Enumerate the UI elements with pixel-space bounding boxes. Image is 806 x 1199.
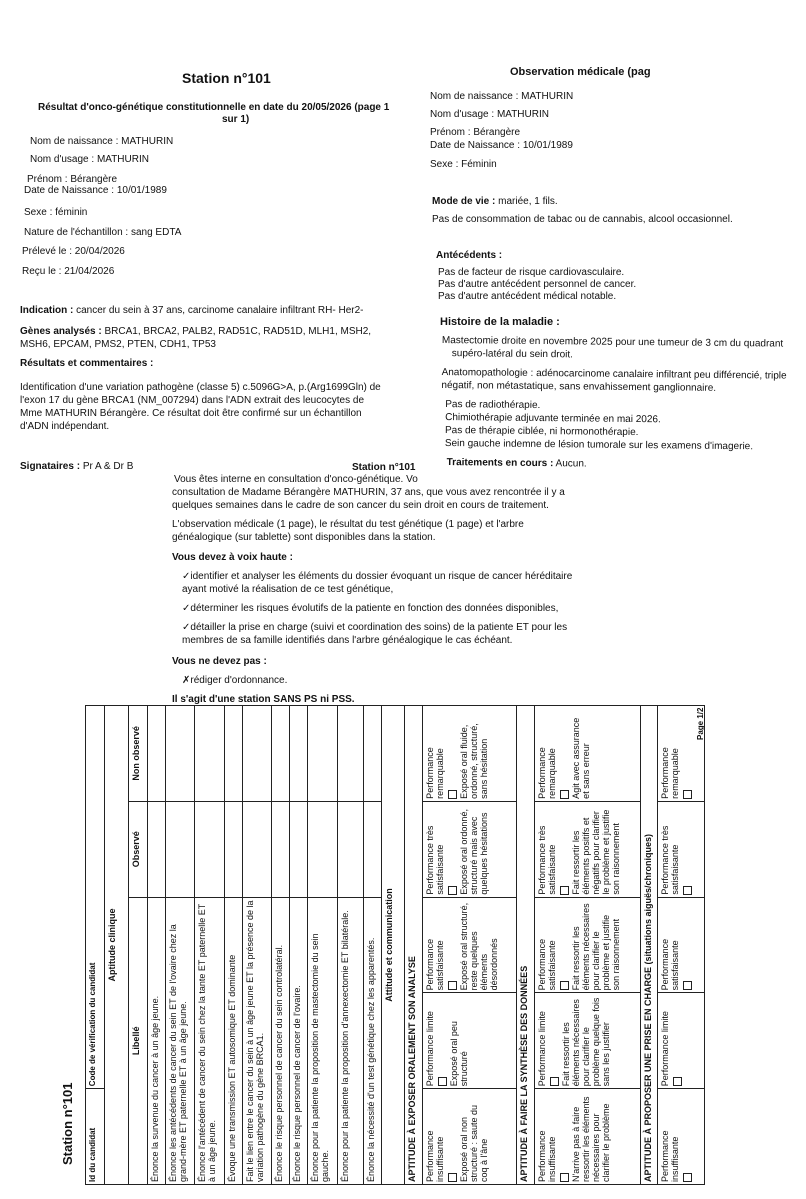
- sec2-limite-d: Fait ressortir les éléments nécessaires pour clarifier le problème quelque fois sans les justifier: [560, 997, 611, 1087]
- results-line3: Mme MATHURIN Bérangère. Ce résultat doit être confirmé sur un échantillon: [20, 408, 362, 419]
- result-dob: Date de Naissance : 10/01/1989: [24, 185, 167, 196]
- result-recu: Reçu le : 21/04/2026: [22, 266, 115, 277]
- indication-line: [20, 304, 363, 317]
- sec1-remarquable-h: Performance remarquable: [425, 747, 446, 799]
- sec3-satisfaisante-cell[interactable]: [658, 897, 705, 993]
- non-observe-cell[interactable]: [308, 706, 338, 802]
- aptitude-clinique-title: Aptitude clinique: [105, 706, 129, 1185]
- sec1-tres-satisfaisante-d: Exposé oral ordonné, structuré mais avec quelques hésitations: [459, 809, 490, 895]
- item-row: Énonce les antécédents de cancer du sein ET de l'ovaire chez la grand-mère ET paternelle ET à un âge jeune.: [165, 897, 195, 1184]
- obs-mode-line: [432, 195, 558, 208]
- checkbox[interactable]: [683, 981, 692, 990]
- sec2-remarquable-d: Agit avec assurance et sans erreur: [570, 717, 591, 799]
- consigne-b3-text: détailler la prise en charge (suivi et coordination des soins) de la patiente ET pour les: [190, 622, 568, 633]
- sec2-satisfaisante-h: Performance satisfaisante: [536, 938, 557, 991]
- checkbox[interactable]: [438, 1077, 447, 1086]
- result-sexe: Sexe : féminin: [24, 207, 88, 218]
- checkbox[interactable]: [448, 981, 457, 990]
- sec2-insuffisante-h: Performance insuffisante: [536, 1130, 557, 1182]
- consigne-p1-1: Vous êtes interne en consultation d'onco-génétique. Vo: [174, 474, 418, 485]
- checkbox[interactable]: [683, 886, 692, 895]
- checkbox[interactable]: [448, 790, 457, 799]
- sec2-tres-satisfaisante-cell[interactable]: [534, 801, 640, 897]
- consigne-x1: ✗rédiger d'ordonnance.: [182, 675, 288, 686]
- sec1-insuffisante-cell[interactable]: [423, 1089, 517, 1185]
- consigne-b2-text: déterminer les risques évolutifs de la patiente en fonction des données disponibles,: [190, 603, 559, 614]
- consigne-ne-devez: Vous ne devez pas :: [172, 656, 267, 667]
- observe-cell[interactable]: [224, 801, 242, 897]
- evaluation-table: [85, 705, 705, 1185]
- sec2-limite-h: Performance limite: [536, 1011, 547, 1087]
- item-row: Énonce la nécessité d'un test génétique chez les apparentés.: [363, 897, 381, 1184]
- obs-sexe: Sexe : Féminin: [430, 159, 497, 170]
- observe-cell[interactable]: [290, 801, 308, 897]
- consigne-p1-2: consultation de Madame Bérangère MATHURIN, 37 ans, que vous avez rencontrée il y a: [172, 487, 565, 498]
- libelle-header: Libellé: [128, 897, 147, 1184]
- sec1-limite-d: Exposé oral peu structuré: [449, 1021, 470, 1087]
- item-row: Énonce la survenue du cancer à un âge jeune.: [147, 897, 165, 1184]
- non-observe-cell[interactable]: [290, 706, 308, 802]
- obs-traitements-line: [447, 456, 786, 473]
- consigne-b1-2: ayant motivé la réalisation de ce test génétique,: [182, 584, 394, 595]
- genes-line1: [20, 325, 371, 338]
- sec3-insuffisante-cell[interactable]: [658, 1089, 705, 1185]
- non-observe-cell[interactable]: [363, 706, 381, 802]
- obs-h-6: Chimiothérapie adjuvante terminée en mai 2026.: [445, 412, 661, 426]
- results-line1: Identification d'une variation pathogène (classe 5) c.5096G>A, p.(Arg1699Gln) de: [20, 382, 381, 393]
- obs-h-2: supéro-latéral du sein droit.: [451, 348, 574, 361]
- obs-title: Observation médicale (pag: [510, 66, 651, 78]
- consigne-b1-1: ✓identifier et analyser les éléments du dossier évoquant un risque de cancer héréditaire: [182, 571, 573, 582]
- sec1-header: APTITUDE À EXPOSER ORALEMENT SON ANALYSE: [405, 706, 423, 1185]
- indication-text: cancer du sein à 37 ans, carcinome canalaire infiltrant RH- Her2-: [76, 305, 364, 316]
- checkbox[interactable]: [448, 1173, 457, 1182]
- consigne-x1-text: rédiger d'ordonnance.: [190, 675, 288, 686]
- sec2-limite-cell[interactable]: [534, 993, 640, 1089]
- observe-cell[interactable]: [272, 801, 290, 897]
- sec2-header: APTITUDE À FAIRE LA SYNTHÈSE DES DONNÉES: [517, 706, 535, 1185]
- result-prenom: Prénom : Bérangère: [27, 174, 118, 185]
- observe-cell[interactable]: [242, 801, 272, 897]
- checkbox[interactable]: [683, 790, 692, 799]
- observe-header: Observé: [128, 801, 147, 897]
- obs-nom-usage: Nom d'usage : MATHURIN: [430, 109, 549, 120]
- checkbox[interactable]: [560, 1173, 569, 1182]
- sec2-insuffisante-cell[interactable]: [534, 1089, 640, 1185]
- consigne-p2-2: généalogique (sur tablette) sont disponibles dans la station.: [172, 532, 436, 543]
- sec1-limite-h: Performance limite: [425, 1011, 436, 1087]
- obs-h-3: Anatomopathologie : adénocarcinome canalaire infiltrant peu différencié, triple: [441, 366, 787, 382]
- obs-traitements-text: Aucun.: [555, 458, 587, 470]
- sec3-tres-satisfaisante-h: Performance très satisfaisante: [660, 825, 681, 895]
- observe-cell[interactable]: [195, 801, 225, 897]
- attitude-title: Attitude et communication: [381, 706, 405, 1185]
- obs-nom-naissance: Nom de naissance : MATHURIN: [430, 91, 574, 102]
- checkbox[interactable]: [560, 981, 569, 990]
- sec3-limite-h: Performance limite: [660, 1011, 671, 1087]
- obs-h-4: négatif, non métastatique, sans envahissement ganglionnaire.: [441, 379, 717, 394]
- checkbox[interactable]: [550, 1077, 559, 1086]
- results-line4: d'ADN indépendant.: [20, 421, 110, 432]
- obs-ant-3: Pas d'autre antécédent médical notable.: [438, 291, 617, 302]
- item-row: Fait le lien entre le cancer du sein à un âge jeune ET la présence de la variation pathogène du gène BRCA1.: [242, 897, 272, 1184]
- checkbox[interactable]: [673, 1077, 682, 1086]
- sec1-satisfaisante-d: Exposé oral structuré, reste quelques éléments désordonnés: [459, 902, 500, 991]
- non-observe-cell[interactable]: [272, 706, 290, 802]
- sec2-tres-satisfaisante-h: Performance très satisfaisante: [536, 825, 557, 895]
- code-verif-cell[interactable]: Code de vérification du candidat: [86, 706, 105, 1089]
- checkbox[interactable]: [560, 886, 569, 895]
- non-observe-cell[interactable]: [224, 706, 242, 802]
- consigne-b2: ✓déterminer les risques évolutifs de la patiente en fonction des données disponibles,: [182, 603, 559, 614]
- item-row: Énonce pour la patiente la proposition d'annexectomie ET bilatérale.: [337, 897, 363, 1184]
- checkbox[interactable]: [560, 790, 569, 799]
- obs-histoire-block: [441, 334, 787, 473]
- sec1-satisfaisante-cell[interactable]: [423, 897, 517, 993]
- sec1-tres-satisfaisante-h: Performance très satisfaisante: [425, 825, 446, 895]
- id-candidat-cell[interactable]: Id du candidat: [86, 1089, 105, 1185]
- item-row: Énonce pour la patiente la proposition de mastectomie du sein gauche.: [308, 897, 338, 1184]
- sec3-remarquable-h: Performance remarquable: [660, 747, 681, 799]
- sec2-remarquable-h: Performance remarquable: [536, 747, 557, 799]
- signataires-text: Pr A & Dr B: [82, 461, 134, 472]
- obs-h-5: Pas de radiothérapie.: [445, 399, 541, 412]
- result-preleve: Prélevé le : 20/04/2026: [22, 246, 125, 257]
- checkbox[interactable]: [683, 1173, 692, 1182]
- sec2-insuffisante-d: N'arrive pas à faire ressortir les éléments nécessaires pour clarifier le problème: [570, 1096, 611, 1182]
- obs-h-1: Mastectomie droite en novembre 2025 pour une tumeur de 3 cm du quadrant: [441, 334, 784, 350]
- evaluation-grid: [85, 705, 705, 1185]
- signataires-line: [20, 460, 133, 473]
- grid-page-number: Page 1/2: [696, 707, 705, 740]
- non-observe-cell[interactable]: [242, 706, 272, 802]
- result-title-line1: Résultat d'onco-génétique constitutionnelle en date du 20/05/2026 (page 1: [38, 102, 390, 113]
- observe-cell[interactable]: [165, 801, 195, 897]
- obs-ant-2: Pas d'autre antécédent personnel de cancer.: [438, 279, 637, 290]
- genes-label: Gènes analysés :: [20, 326, 102, 337]
- sec1-insuffisante-d: Exposé oral non structuré : saute du coq à l'âne: [459, 1104, 490, 1182]
- consigne-p1-3: quelques semaines dans le cadre de son cancer du sein droit en cours de traitement.: [172, 500, 549, 511]
- obs-traitements-label: Traitements en cours :: [446, 457, 554, 470]
- consigne-voix-haute: Vous devez à voix haute :: [172, 552, 293, 563]
- result-nom-naissance: Nom de naissance : MATHURIN: [30, 136, 174, 147]
- result-nom-usage: Nom d'usage : MATHURIN: [30, 154, 149, 165]
- sec3-satisfaisante-h: Performance satisfaisante: [660, 938, 681, 991]
- obs-h-7: Pas de thérapie ciblée, ni hormonothérapie.: [444, 425, 639, 439]
- consigne-p2-1: L'observation médicale (1 page), le résultat du test génétique (1 page) et l'arbre: [172, 519, 524, 530]
- sec2-satisfaisante-d: Fait ressortir les éléments nécessaires pour clarifier le problème et justifie son raisonnement: [570, 903, 621, 991]
- non-observe-cell[interactable]: [147, 706, 165, 802]
- observe-cell[interactable]: [363, 801, 381, 897]
- sec1-remarquable-d: Exposé oral fluide, ordonné, structuré, sans hésitation: [459, 723, 490, 799]
- sec3-header: APTITUDE À PROPOSER UNE PRISE EN CHARGE (situations aiguës/chroniques): [640, 706, 658, 1185]
- obs-mode-text: mariée, 1 fils.: [498, 196, 558, 207]
- consigne-b3-2: membres de sa famille identifiés dans l'arbre généalogique le cas échéant.: [182, 635, 513, 646]
- sec1-tres-satisfaisante-cell[interactable]: [423, 801, 517, 897]
- non-observe-cell[interactable]: [165, 706, 195, 802]
- non-observe-cell[interactable]: [195, 706, 225, 802]
- sec1-remarquable-cell[interactable]: [423, 706, 517, 802]
- obs-dob: Date de Naissance : 10/01/1989: [430, 140, 573, 151]
- results-line2: l'exon 17 du gène BRCA1 (NM_007294) dans l'ADN extrait des leucocytes de: [20, 395, 365, 406]
- obs-mode-line2: Pas de consommation de tabac ou de cannabis, alcool occasionnel.: [432, 214, 733, 225]
- obs-antecedents-label: Antécédents :: [436, 250, 503, 261]
- consigne-b1-text: identifier et analyser les éléments du dossier évoquant un risque de cancer héréditaire: [190, 571, 573, 582]
- item-row: Énonce le risque personnel de cancer de l'ovaire.: [290, 897, 308, 1184]
- sec2-tres-satisfaisante-d: Fait ressortir les éléments positifs et négatifs pour clarifier le problème et justifie son raisonnement: [570, 809, 621, 895]
- item-row: Énonce le risque personnel de cancer du sein controlatéral.: [272, 897, 290, 1184]
- non-observe-header: Non observé: [128, 706, 147, 802]
- sec3-limite-cell[interactable]: [658, 993, 705, 1089]
- observe-cell[interactable]: [337, 801, 363, 897]
- consigne-station-title: Station n°101: [352, 462, 416, 473]
- obs-histoire-label: Histoire de la maladie :: [440, 316, 560, 328]
- results-label: Résultats et commentaires :: [20, 358, 154, 369]
- indication-label: Indication :: [20, 305, 74, 316]
- checkbox[interactable]: [448, 886, 457, 895]
- sec3-remarquable-cell[interactable]: [658, 706, 705, 802]
- signataires-label: Signataires :: [20, 461, 81, 472]
- observe-cell[interactable]: [147, 801, 165, 897]
- obs-ant-1: Pas de facteur de risque cardiovasculaire.: [438, 267, 625, 278]
- non-observe-cell[interactable]: [337, 706, 363, 802]
- sec3-tres-satisfaisante-cell[interactable]: [658, 801, 705, 897]
- sec3-insuffisante-h: Performance insuffisante: [660, 1130, 681, 1182]
- consigne-b3-1: ✓détailler la prise en charge (suivi et coordination des soins) de la patiente ET pour les: [182, 622, 568, 633]
- item-row: Énonce l'antécédent de cancer du sein chez la tante ET paternelle ET à un âge jeune.: [195, 897, 225, 1184]
- sec1-insuffisante-h: Performance insuffisante: [425, 1130, 446, 1182]
- grid-station-title: Station n°101: [60, 1082, 75, 1165]
- sec1-limite-cell[interactable]: [423, 993, 517, 1089]
- obs-prenom: Prénom : Bérangère: [430, 127, 521, 138]
- genes-text-1: BRCA1, BRCA2, PALB2, RAD51C, RAD51D, MLH1, MSH2,: [104, 326, 372, 337]
- observe-cell[interactable]: [308, 801, 338, 897]
- sec1-satisfaisante-h: Performance satisfaisante: [425, 938, 446, 991]
- item-row: Évoque une transmission ET autosomique ET dominante: [224, 897, 242, 1184]
- result-title-line2: sur 1): [222, 114, 250, 125]
- obs-h-8: Sein gauche indemne de lésion tumorale sur les examens d'imagerie.: [444, 438, 754, 453]
- consigne-block: [172, 473, 572, 706]
- sec2-satisfaisante-cell[interactable]: [534, 897, 640, 993]
- result-station-title: Station n°101: [182, 70, 271, 86]
- sec2-remarquable-cell[interactable]: [534, 706, 640, 802]
- consigne-sans-ps: Il s'agit d'une station SANS PS ni PSS.: [172, 694, 355, 705]
- result-echantillon: Nature de l'échantillon : sang EDTA: [24, 227, 182, 238]
- genes-line2: MSH6, EPCAM, PMS2, PTEN, CDH1, TP53: [20, 339, 216, 350]
- obs-mode-label: Mode de vie :: [432, 196, 496, 207]
